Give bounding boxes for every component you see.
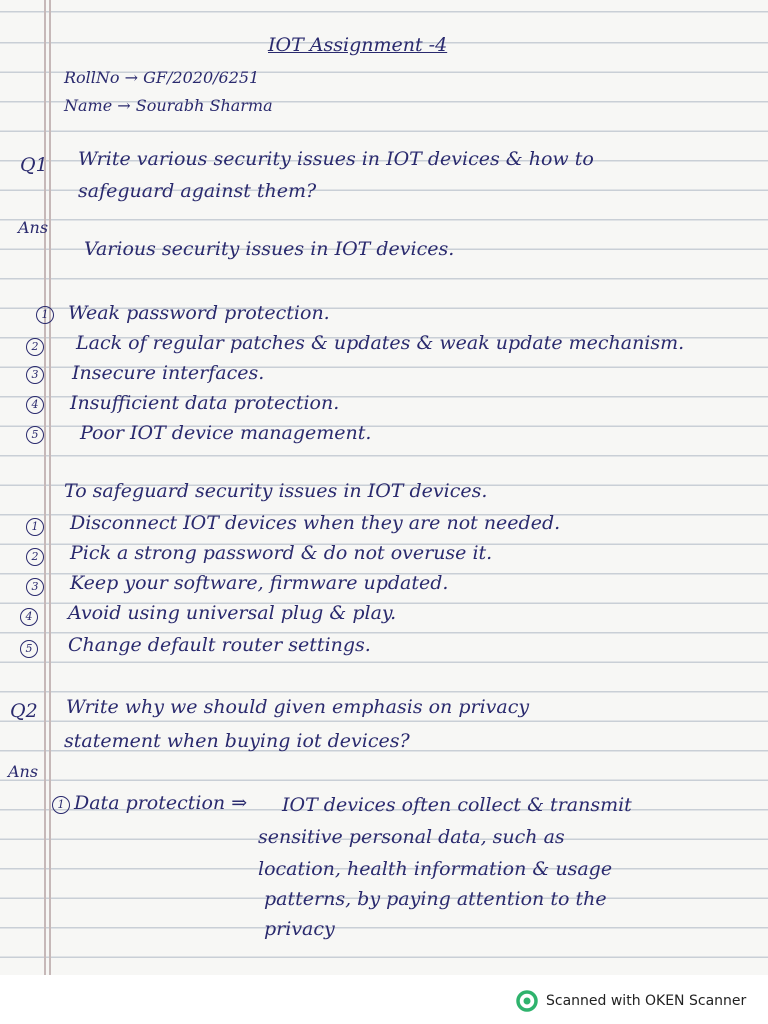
question-text: safeguard against them? <box>78 180 317 202</box>
scanner-watermark <box>516 990 746 1012</box>
list-item: Disconnect IOT devices when they are not needed. <box>70 512 561 534</box>
question-text: statement when buying iot devices? <box>64 730 410 752</box>
list-number: 3 <box>26 578 44 596</box>
list-item: Keep your software, firmware updated. <box>70 572 449 594</box>
list-item: Lack of regular patches & updates & weak update mechanism. <box>76 332 685 354</box>
answer-label: Ans <box>8 762 39 781</box>
question-label: Q2 <box>10 700 38 722</box>
question-text: Write various security issues in IOT devices & how to <box>78 148 594 170</box>
list-item: Insecure interfaces. <box>72 362 265 384</box>
list-item: Pick a strong password & do not overuse it. <box>70 542 493 564</box>
margin-line <box>44 0 46 975</box>
list-item: Weak password protection. <box>68 302 330 324</box>
question-text: Write why we should given emphasis on privacy <box>66 696 530 718</box>
list-item: Avoid using universal plug & play. <box>68 602 397 624</box>
list-item: Insufficient data protection. <box>70 392 340 414</box>
scanner-watermark-text: Scanned with OKEN Scanner <box>546 993 747 1009</box>
section-heading: To safeguard security issues in IOT devices. <box>64 480 488 502</box>
list-number: 1 <box>36 306 54 324</box>
point-term: Data protection ⇒ <box>74 792 248 814</box>
list-number: 2 <box>26 338 44 356</box>
list-item: Change default router settings. <box>68 634 371 656</box>
list-item: Poor IOT device management. <box>80 422 372 444</box>
point-text: patterns, by paying attention to the <box>264 888 607 910</box>
roll-number: RollNo → GF/2020/6251 <box>64 68 260 87</box>
list-number: 4 <box>26 396 44 414</box>
list-number: 3 <box>26 366 44 384</box>
point-text: IOT devices often collect & transmit <box>282 794 632 816</box>
list-number: 4 <box>20 608 38 626</box>
section-heading: Various security issues in IOT devices. <box>84 238 455 260</box>
list-number: 1 <box>26 518 44 536</box>
point-text: location, health information & usage <box>258 858 613 880</box>
list-number: 5 <box>26 426 44 444</box>
list-number: 2 <box>26 548 44 566</box>
oken-scanner-logo-icon <box>516 990 538 1012</box>
list-number: 5 <box>20 640 38 658</box>
margin-line <box>49 0 51 975</box>
page-title: IOT Assignment -4 <box>268 34 448 56</box>
point-text: privacy <box>264 918 335 940</box>
student-name: Name → Sourabh Sharma <box>64 96 273 115</box>
point-text: sensitive personal data, such as <box>258 826 565 848</box>
question-label: Q1 <box>20 154 48 176</box>
answer-label: Ans <box>18 218 49 237</box>
list-number: 1 <box>52 796 70 814</box>
